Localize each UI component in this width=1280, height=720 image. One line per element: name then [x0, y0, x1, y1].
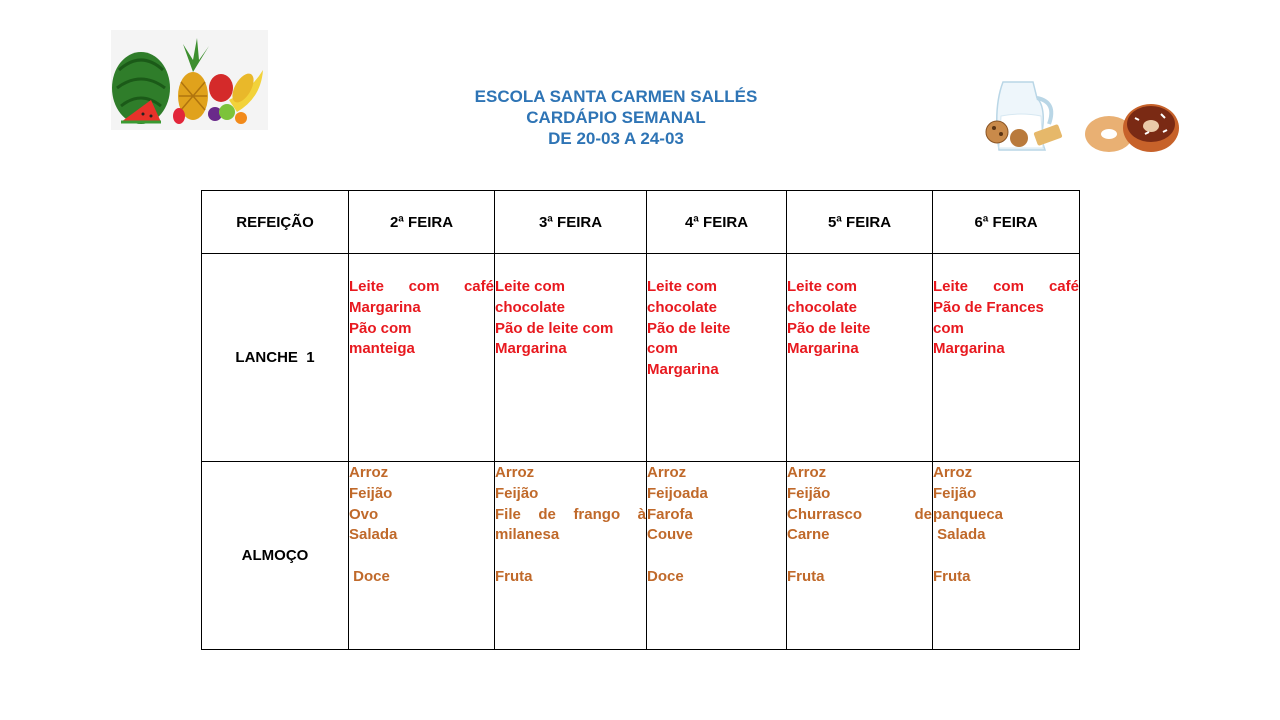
lanche-friday: Leite com café Pão de Frances com Margarina	[933, 254, 1080, 462]
fruits-icon	[111, 30, 268, 130]
row-label-lanche: LANCHE 1	[202, 254, 349, 462]
weekly-menu-table	[201, 190, 1080, 650]
lanche-thursday: Leite com chocolate Pão de leite Margarina	[787, 254, 933, 462]
lanche-tuesday: Leite com chocolate Pão de leite com Margarina	[495, 254, 647, 462]
header-meal: REFEIÇÃO	[202, 191, 349, 254]
fruits-image	[111, 30, 268, 130]
page-title	[400, 86, 832, 149]
almoco-wednesday: Arroz Feijoada Farofa Couve Doce	[647, 462, 787, 650]
milk-cookies-icon	[975, 68, 1185, 168]
header-thursday: 5ª FEIRA	[787, 191, 933, 254]
breakfast-image	[975, 68, 1185, 168]
almoco-thursday: Arroz Feijão Churrasco de Carne Fruta	[787, 462, 933, 650]
header-friday: 6ª FEIRA	[933, 191, 1080, 254]
header-monday: 2ª FEIRA	[349, 191, 495, 254]
almoco-monday: Arroz Feijão Ovo Salada Doce	[349, 462, 495, 650]
table-row	[202, 254, 1080, 462]
table-row	[202, 462, 1080, 650]
menu-subtitle: CARDÁPIO SEMANAL	[526, 108, 706, 127]
table-header-row	[202, 191, 1080, 254]
lanche-wednesday: Leite com chocolate Pão de leite com Margarina	[647, 254, 787, 462]
lanche-monday: Leite com café Margarina Pão com manteiga	[349, 254, 495, 462]
almoco-tuesday: Arroz Feijão File de frango à milanesa Fruta	[495, 462, 647, 650]
menu-period: DE 20-03 A 24-03	[548, 129, 684, 148]
row-label-almoco: ALMOÇO	[202, 462, 349, 650]
school-name: ESCOLA SANTA CARMEN SALLÉS	[474, 87, 758, 106]
header-wednesday: 4ª FEIRA	[647, 191, 787, 254]
almoco-friday: Arroz Feijão panqueca Salada Fruta	[933, 462, 1080, 650]
header-tuesday: 3ª FEIRA	[495, 191, 647, 254]
